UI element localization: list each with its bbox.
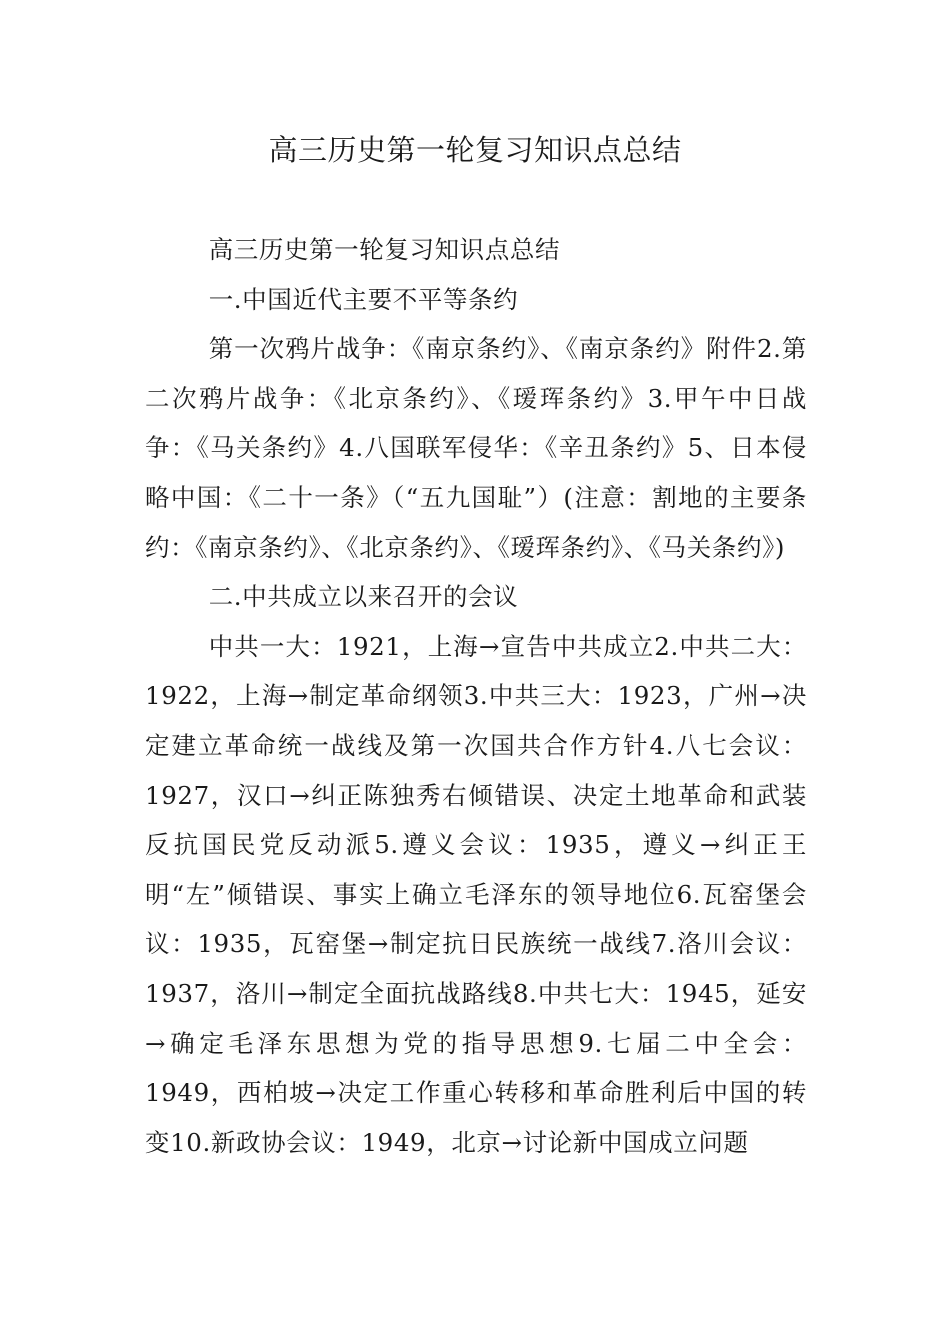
section-heading-meetings: 二.中共成立以来召开的会议 (208, 582, 519, 612)
subtitle-paragraph: 高三历史第一轮复习知识点总结 (208, 235, 561, 264)
treaties-paragraph: 第一次鸦片战争：《南京条约》、《南京条约》附件2.第二次鸦片战争：《北京条约》、《瑷珲条约》3.甲午中日战争：《马关条约》4.八国联军侵华：《辛丑条约》5、日本侵略中国：《二十一条》（“五九国耻”）(注意：割地的主要条约：《南京条约》、《北京条约》、《瑷珲条约》、《马关条约》) (145, 334, 807, 562)
document-body (145, 225, 807, 1167)
section-heading-treaties: 一.中国近代主要不平等条约 (208, 284, 519, 314)
meetings-paragraph: 中共一大：1921，上海→宣告中共成立2.中共二大：1922，上海→制定革命纲领3.中共三大：1923，广州→决定建立革命统一战线及第一次国共合作方针4.八七会议：1927，汉口→纠正陈独秀右倾错误、决定土地革命和武装反抗国民党反动派5.遵义会议：1935，遵义→纠正王明“左”倾错误、事实上确立毛泽东的领导地位6.瓦窑堡会议：1935，瓦窑堡→制定抗日民族统一战线7.洛川会议：1937，洛川→制定全面抗战路线8.中共七大：1945，延安→确定毛泽东思想为党的指导思想9.七届二中全会：1949，西柏坡→决定工作重心转移和革命胜利后中国的转变10.新政协会议：1949，北京→讨论新中国成立问题 (145, 631, 807, 1157)
document-title: 高三历史第一轮复习知识点总结 (268, 133, 682, 167)
